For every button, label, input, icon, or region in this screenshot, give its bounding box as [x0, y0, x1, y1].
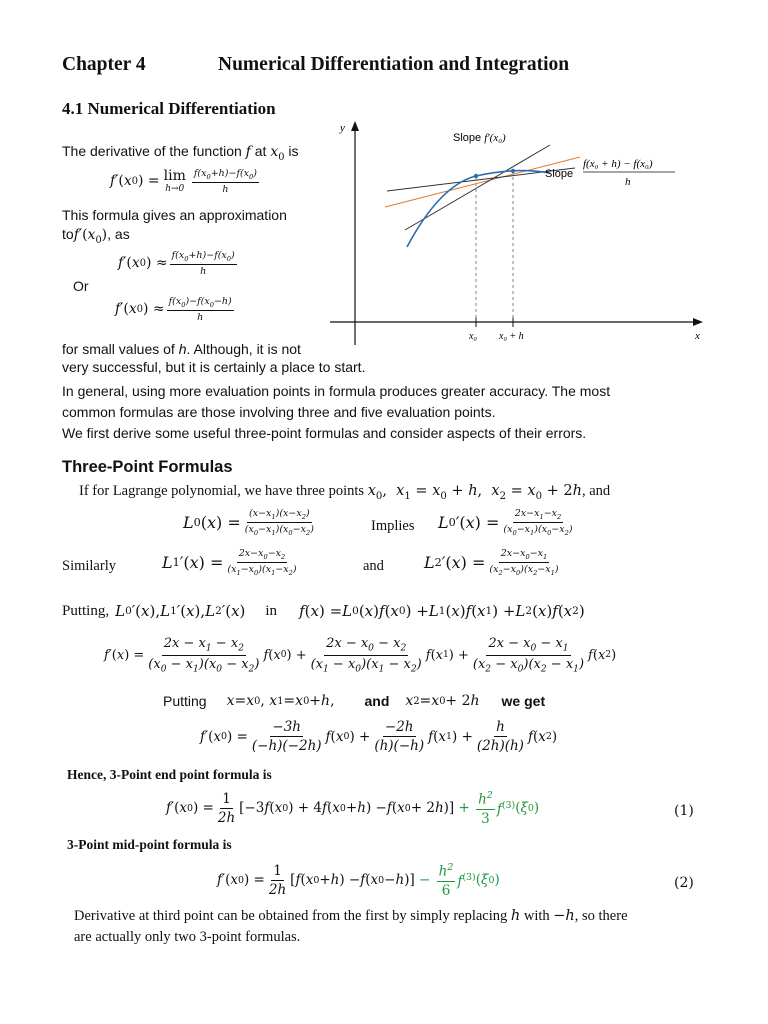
derivative-figure — [325, 115, 715, 350]
and-label: and — [363, 558, 384, 574]
other-secant-line — [405, 145, 550, 230]
backward-difference-formula: f′ ( x 0 ) ≈ $\frac{f(x_0)-f(x_0-h)}{h}$ — [115, 296, 232, 323]
intro-line-1: The derivative of the function f at $x_0$ is — [62, 143, 299, 163]
tangent-line — [385, 157, 580, 207]
lagrange-intro: If for Lagrange polynomial, we have three points $x_0$, $x_1 = x_0 + h$, $x_2 = x_0 + 2h$, and — [79, 483, 611, 502]
small-values-line-2: very successful, but it is certainly a place to start. — [62, 359, 366, 375]
fprime-x-formula: f′ ( x ) = $\frac{2x - x_1 - x_2}{(x_0 - x_1)(x_0 - x_2)}$ f ( x 0 ) + $\frac{2x - x_0 - x_2}{(x_1 - x_0)(x_1 - x_2)}$ f ( x 1 ) + $\frac{2x - x_0 - x_1}{(x_2 - x_0)(x_2 - x_1)}$ f ( x 2 ) — [104, 636, 617, 675]
endpoint-formula: f′ ( x 0 ) = $\frac{1}{2h}$ [−3 f ( x 0 ) + 4 f ( x 0 + h ) − f ( x 0 + 2 h )] + $\frac{h^2}{3}$ $f^{(3)}$ ( ξ 0 ) — [166, 790, 540, 827]
secant-denominator: h — [625, 176, 631, 188]
point-x0 — [474, 174, 478, 178]
tick-x0-label: x₀ — [469, 331, 477, 342]
equation-number-1: (1) — [674, 803, 694, 819]
substitution-line: Putting x = x 0 , x 1 = x 0 + h , and x 2 = x 0 + 2 h we get — [163, 693, 546, 709]
chapter-label: Chapter 4 — [62, 54, 146, 75]
secant-numerator: f(x₀ + h) − f(x₀) — [583, 158, 653, 170]
section-heading: 4.1 Numerical Differentiation — [62, 99, 276, 118]
midpoint-heading: 3-Point mid-point formula is — [67, 837, 232, 852]
tick-x0h-label: x₀ + h — [499, 331, 524, 342]
substituted-formula: f′ ( x 0 ) = $\frac{-3h}{(-h)(-2h)}$ f ( x 0 ) + $\frac{-2h}{(h)(-h)}$ f ( x 1 ) + $\frac{h}{(2h)(h)}$ f ( x 2 ) — [200, 719, 558, 754]
general-paragraph: In general, using more evaluation points in formula produces greater accuracy. The most common formulas are those involving three and five evaluation points. We first derive some useful three-point formulas and consider aspects of their errors. — [62, 383, 611, 441]
midpoint-formula: f′ ( x 0 ) = $\frac{1}{2h}$ [ f ( x 0 + h ) − f ( x 0 − h )] − $\frac{h^2}{6}$ $f^{(3)}$ ( ξ 0 ) — [217, 862, 500, 899]
y-axis-label: y — [340, 122, 345, 134]
similarly-label: Similarly — [62, 558, 116, 574]
small-values-line-1: for small values of h. Although, it is not — [62, 341, 301, 357]
or-label: Or — [73, 278, 89, 294]
intro-line-2a: This formula gives an approximation — [62, 207, 287, 223]
forward-difference-formula: f′ ( x 0 ) ≈ $\frac{f(x_0+h)-f(x_0)}{h}$ — [118, 250, 235, 277]
three-point-heading: Three-Point Formulas — [62, 458, 233, 476]
y-axis-arrow — [351, 121, 359, 131]
L0-derivative-formula: L 0 ′ ( x ) = $\frac{2x-x_1-x_2}{(x_0-x_1)(x_0-x_2)}$ — [438, 508, 573, 537]
chapter-title: Numerical Differentiation and Integration — [218, 54, 570, 75]
L0-formula: L 0 ( x ) = $\frac{(x-x_1)(x-x_2)}{(x_0-x_1)(x_0-x_2)}$ — [183, 508, 314, 537]
L1-derivative-formula: L 1 ′ ( x ) = $\frac{2x-x_0-x_2}{(x_1-x_0)(x_1-x_2)}$ — [162, 548, 297, 577]
putting-line: Putting, L 0 ′ ( x ), L 1 ′ ( x ), L 2 ′ ( x ) in f ( x ) = L 0 ( x ) f ( x 0 ) + L 1 ( x ) f ( x 1 ) + L 2 ( x ) f ( x 2 ) — [62, 602, 585, 620]
equation-number-2: (2) — [674, 875, 694, 891]
slope-secant-label: Slope — [545, 168, 574, 180]
x-axis-label: x — [695, 330, 700, 342]
derivative-limit-formula: f′ ( x 0 ) = lim h→0 $\frac{f(x_0+h)-f(x_0)}{h}$ — [110, 168, 257, 195]
implies-label: Implies — [371, 518, 415, 534]
L2-derivative-formula: L 2 ′ ( x ) = $\frac{2x-x_0-x_1}{(x_2-x_0)(x_2-x_1)}$ — [424, 548, 559, 577]
closing-paragraph: Derivative at third point can be obtained from the first by simply replacing h with −h, so there are actually only two 3-point formulas. — [74, 908, 628, 945]
x-axis-arrow — [693, 318, 703, 326]
intro-line-2b: $tof'(x_0)$, as — [62, 226, 130, 246]
slope-tangent-label: Slope f′(x₀) — [453, 132, 506, 144]
endpoint-heading: Hence, 3-Point end point formula is — [67, 767, 272, 782]
point-x0h — [511, 169, 515, 173]
function-curve — [407, 171, 550, 247]
